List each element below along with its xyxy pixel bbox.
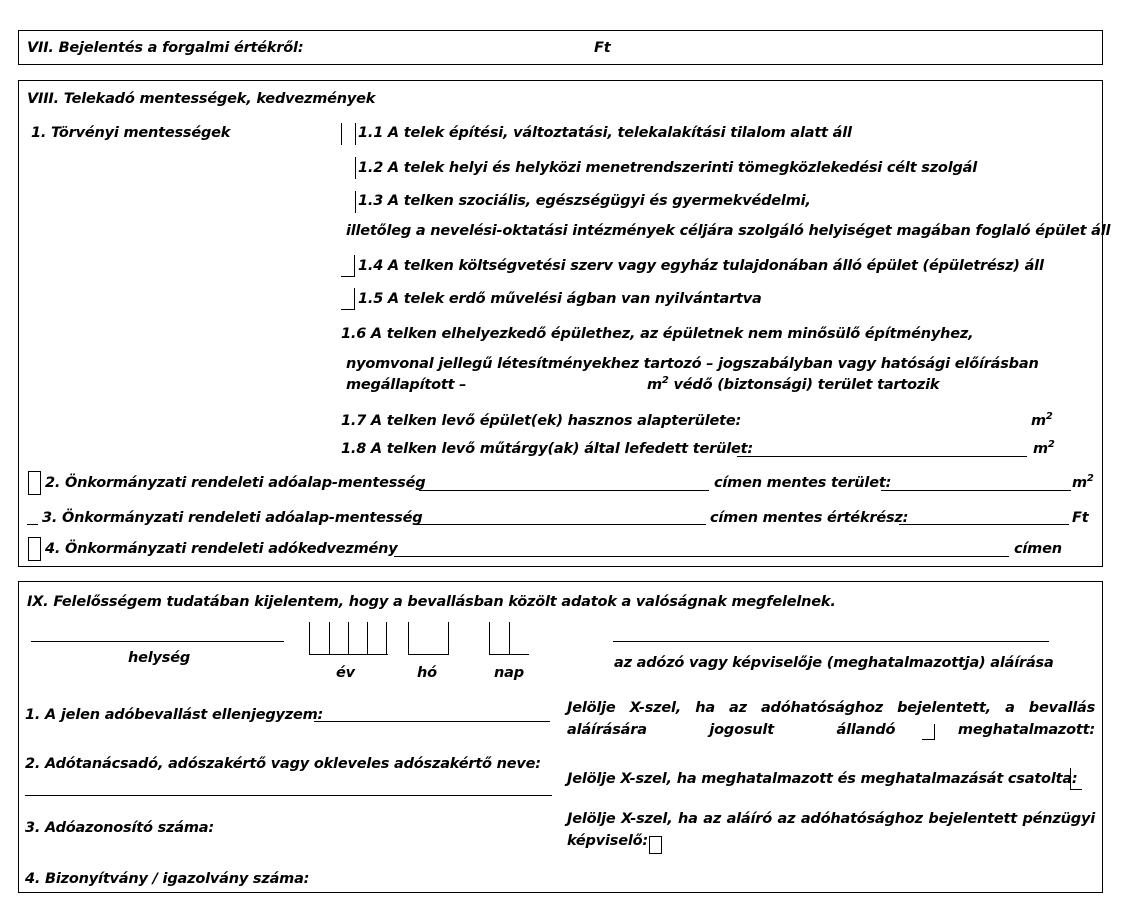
- year-digit-divider: [386, 622, 387, 655]
- power-attached-label: Jelölje X-szel, ha meghatalmazott és meghatalmazását csatolta:: [567, 771, 1078, 787]
- checkbox-1-4[interactable]: [341, 255, 355, 277]
- item-1-2: 1.2 A telek helyi és helyközi menetrendszerinti tömegközlekedési célt szolgál: [358, 160, 978, 176]
- countersign-label: 1. A jelen adóbevallást ellenjegyzem:: [25, 707, 324, 723]
- item-2: 2. Önkormányzati rendeleti adóalap-mentesség: [45, 475, 426, 491]
- item-3-unit: Ft: [1072, 510, 1089, 526]
- item-1-6-line3-pre: megállapított –: [346, 377, 467, 393]
- item-2-unit-sup: 2: [1086, 473, 1094, 484]
- day-boxes[interactable]: [489, 622, 529, 655]
- day-label: nap: [494, 665, 524, 681]
- year-label: év: [336, 665, 355, 681]
- checkbox-2[interactable]: [28, 471, 41, 495]
- section-vii-box: [18, 30, 1103, 65]
- section-vii-unit: Ft: [594, 40, 611, 56]
- checkbox-1-1-right-edge: [355, 123, 356, 145]
- item-1-8: 1.8 A telken levő műtárgy(ak) által lefedett terület:: [341, 441, 753, 457]
- permanent-representative-checkbox[interactable]: [922, 724, 935, 740]
- item-1-6-unit: m: [647, 377, 662, 393]
- item-1-6-line3-post: [647, 376, 939, 396]
- item-2-title-field[interactable]: [419, 490, 709, 491]
- item-1-6-sup: 2: [661, 375, 669, 386]
- checkbox-1-5[interactable]: [341, 288, 355, 310]
- power-attached-checkbox[interactable]: [1070, 768, 1082, 790]
- checkbox-4[interactable]: [28, 537, 41, 561]
- signature-field[interactable]: [613, 641, 1049, 642]
- item-1-7: 1.7 A telken levő épület(ek) hasznos alapterülete:: [341, 413, 742, 429]
- financial-representative-checkbox[interactable]: [649, 836, 662, 854]
- item-1-6-line1: 1.6 A telken elhelyezkedő épülethez, az épületnek nem minősülő építményhez,: [341, 326, 974, 342]
- certificate-number-label: 4. Bizonyítvány / igazolvány száma:: [25, 871, 310, 887]
- year-digit-divider: [329, 622, 330, 655]
- item-2-value-field[interactable]: [881, 490, 1071, 491]
- item-3-title-field[interactable]: [416, 524, 706, 525]
- item-4: 4. Önkormányzati rendeleti adókedvezmény: [45, 541, 398, 557]
- item-4-field[interactable]: [394, 556, 1009, 557]
- statutory-exemptions-label: 1. Törvényi mentességek: [31, 125, 231, 141]
- item-2-unit-m: m: [1072, 475, 1087, 491]
- financial-representative-text: [567, 808, 1095, 852]
- section-vii-title: VII. Bejelentés a forgalmi értékről:: [27, 40, 304, 56]
- permanent-representative-label: Jelölje X-szel, ha az adóhatósághoz bejelentett, a bevallás aláírására jogosult állandó meghatalmazott:: [567, 700, 1095, 738]
- section-ix-box: [18, 581, 1103, 893]
- checkbox-1-3[interactable]: [355, 191, 356, 213]
- place-label: helység: [128, 650, 191, 666]
- financial-representative-label: Jelölje X-szel, ha az aláíró az adóhatósághoz bejelentett pénzügyi képviselő:: [567, 811, 1095, 849]
- item-1-7-unit-sup: 2: [1045, 411, 1053, 422]
- item-1-8-field[interactable]: [737, 456, 1027, 457]
- item-1-3-line2: illetőleg a nevelési-oktatási intézmények céljára szolgáló helyiséget magában foglaló épület áll: [346, 223, 1111, 239]
- item-3: 3. Önkormányzati rendeleti adóalap-mentesség: [42, 510, 423, 526]
- item-1-7-unit-m: m: [1031, 413, 1046, 429]
- item-2-mid: címen mentes terület:: [714, 475, 892, 491]
- item-1-8-unit-m: m: [1033, 441, 1048, 457]
- year-digit-divider: [348, 622, 349, 655]
- item-4-end: címen: [1014, 541, 1062, 557]
- item-1-8-unit-sup: 2: [1047, 439, 1055, 450]
- month-label: hó: [417, 665, 437, 681]
- item-1-6-text: védő (biztonsági) terület tartozik: [668, 377, 940, 393]
- item-1-6-line2: nyomvonal jellegű létesítményekhez tartozó – jogszabályban vagy hatósági előírásban: [346, 356, 1039, 372]
- item-3-mid: címen mentes értékrész:: [710, 510, 909, 526]
- item-1-3-line1: 1.3 A telken szociális, egészségügyi és gyermekvédelmi,: [358, 193, 811, 209]
- place-field[interactable]: [31, 641, 284, 642]
- section-ix-title: IX. Felelősségem tudatában kijelentem, hogy a bevallásban közölt adatok a valóságnak megfelelnek.: [27, 594, 836, 610]
- item-1-4: 1.4 A telken költségvetési szerv vagy egyház tulajdonában álló épület (épületrész) áll: [358, 258, 1044, 274]
- month-boxes[interactable]: [408, 622, 449, 655]
- checkbox-1-1-left-edge[interactable]: [341, 123, 342, 145]
- year-digit-divider: [367, 622, 368, 655]
- item-1-5: 1.5 A telek erdő művelési ágban van nyilvántartva: [358, 291, 762, 307]
- item-2-unit: [1072, 474, 1094, 494]
- signature-label: az adózó vagy képviselője (meghatalmazottja) aláírása: [614, 655, 1054, 671]
- item-1-1: 1.1 A telek építési, változtatási, telekalakítási tilalom alatt áll: [358, 125, 852, 141]
- section-viii-title: VIII. Telekadó mentességek, kedvezmények: [27, 91, 376, 107]
- tax-advisor-name-label: 2. Adótanácsadó, adószakértő vagy okleveles adószakértő neve:: [25, 756, 541, 772]
- item-3-value-field[interactable]: [899, 524, 1069, 525]
- section-viii-box: [18, 80, 1111, 567]
- permanent-representative-text: [567, 697, 1095, 741]
- day-digit-divider: [509, 622, 510, 655]
- tax-id-label: 3. Adóazonosító száma:: [25, 820, 214, 836]
- item-1-7-unit: [1031, 412, 1053, 432]
- checkbox-3[interactable]: [27, 524, 38, 525]
- checkbox-1-2[interactable]: [355, 157, 356, 179]
- tax-advisor-name-field[interactable]: [25, 795, 552, 796]
- countersign-field[interactable]: [314, 721, 550, 722]
- year-boxes[interactable]: [309, 622, 388, 655]
- item-1-8-unit: [1033, 440, 1055, 460]
